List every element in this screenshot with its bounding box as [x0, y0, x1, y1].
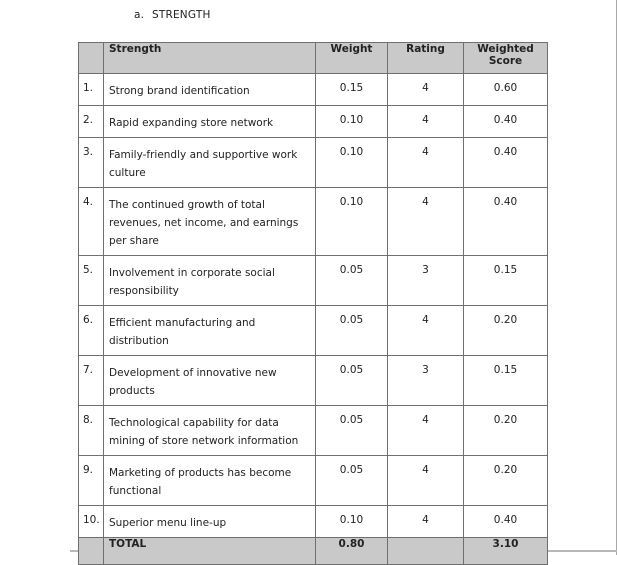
- row-number: 2.: [79, 106, 104, 138]
- header-weight: Weight: [316, 43, 388, 74]
- row-rating: 4: [388, 456, 464, 506]
- row-number: 7.: [79, 356, 104, 406]
- strength-table: [78, 42, 548, 565]
- table-row: [79, 256, 548, 306]
- total-rating: [388, 538, 464, 565]
- row-rating: 3: [388, 256, 464, 306]
- row-weight: 0.05: [316, 306, 388, 356]
- row-weighted-score: 0.20: [464, 456, 548, 506]
- header-rating: Rating: [388, 43, 464, 74]
- row-strength: Rapid expanding store network: [104, 106, 316, 138]
- row-rating: 4: [388, 306, 464, 356]
- row-weighted-score: 0.20: [464, 406, 548, 456]
- table-row: [79, 406, 548, 456]
- row-number: 1.: [79, 74, 104, 106]
- row-weighted-score: 0.40: [464, 138, 548, 188]
- row-number: 8.: [79, 406, 104, 456]
- row-number: 9.: [79, 456, 104, 506]
- row-number: 6.: [79, 306, 104, 356]
- row-weighted-score: 0.40: [464, 188, 548, 256]
- row-strength: Family-friendly and supportive work culture: [104, 138, 316, 188]
- table-row: [79, 456, 548, 506]
- row-weighted-score: 0.15: [464, 256, 548, 306]
- section-marker: a.: [134, 9, 145, 21]
- table-row: [79, 506, 548, 538]
- section-title: STRENGTH: [152, 9, 211, 21]
- row-weight: 0.10: [316, 106, 388, 138]
- row-weighted-score: 0.15: [464, 356, 548, 406]
- row-weight: 0.05: [316, 456, 388, 506]
- row-strength: Involvement in corporate social responsibility: [104, 256, 316, 306]
- row-rating: 4: [388, 138, 464, 188]
- header-strength: Strength: [104, 43, 316, 74]
- row-weight: 0.15: [316, 74, 388, 106]
- table-row: [79, 138, 548, 188]
- row-strength: Strong brand identification: [104, 74, 316, 106]
- row-number: 3.: [79, 138, 104, 188]
- row-number: 4.: [79, 188, 104, 256]
- header-weighted-score: Weighted Score: [464, 43, 548, 74]
- total-label: TOTAL: [104, 538, 316, 565]
- row-weight: 0.05: [316, 256, 388, 306]
- table-row: [79, 188, 548, 256]
- row-strength: The continued growth of total revenues, net income, and earnings per share: [104, 188, 316, 256]
- table-row: [79, 74, 548, 106]
- row-strength: Development of innovative new products: [104, 356, 316, 406]
- row-weighted-score: 0.40: [464, 506, 548, 538]
- table-row: [79, 306, 548, 356]
- row-rating: 4: [388, 406, 464, 456]
- row-strength: Superior menu line-up: [104, 506, 316, 538]
- table-row: [79, 356, 548, 406]
- row-rating: 3: [388, 356, 464, 406]
- total-weighted-score: 3.10: [464, 538, 548, 565]
- row-rating: 4: [388, 506, 464, 538]
- row-weighted-score: 0.20: [464, 306, 548, 356]
- row-weight: 0.10: [316, 188, 388, 256]
- row-weight: 0.10: [316, 138, 388, 188]
- total-number-cell: [79, 538, 104, 565]
- row-weight: 0.05: [316, 356, 388, 406]
- row-rating: 4: [388, 106, 464, 138]
- row-weighted-score: 0.40: [464, 106, 548, 138]
- row-strength: Technological capability for data mining of store network information: [104, 406, 316, 456]
- total-row: [79, 538, 548, 565]
- row-weighted-score: 0.60: [464, 74, 548, 106]
- table-row: [79, 106, 548, 138]
- table-header-row: [79, 43, 548, 74]
- row-strength: Efficient manufacturing and distribution: [104, 306, 316, 356]
- section-heading: [134, 9, 211, 21]
- total-weight: 0.80: [316, 538, 388, 565]
- row-number: 10.: [79, 506, 104, 538]
- row-number: 5.: [79, 256, 104, 306]
- header-number: [79, 43, 104, 74]
- row-weight: 0.05: [316, 406, 388, 456]
- row-rating: 4: [388, 74, 464, 106]
- row-rating: 4: [388, 188, 464, 256]
- row-weight: 0.10: [316, 506, 388, 538]
- row-strength: Marketing of products has become functional: [104, 456, 316, 506]
